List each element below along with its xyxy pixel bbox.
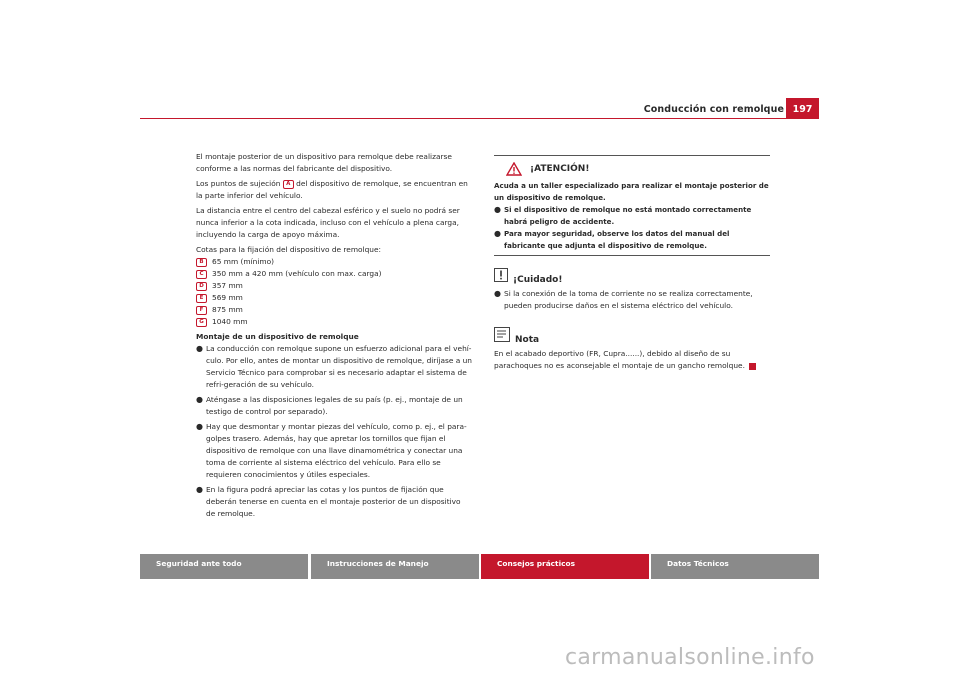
dimension-item	[196, 256, 472, 268]
bullet-text: Aténgase a las disposiciones legales de su país (p. ej., montaje de un testigo de control por separado).	[206, 395, 463, 416]
dimension-value: 1040 mm	[212, 317, 248, 326]
bullet-dot-icon: ●	[196, 422, 203, 431]
dimension-item	[196, 280, 472, 292]
dimension-value: 875 mm	[212, 305, 243, 314]
bullet-dot-icon: ●	[196, 395, 203, 404]
caution-icon	[494, 268, 508, 286]
dimension-value: 357 mm	[212, 281, 243, 290]
end-of-section-marker	[749, 363, 756, 370]
footer-tab-consejos[interactable]: Consejos prácticos	[481, 554, 649, 579]
bullet-dot-icon: ●	[196, 344, 203, 353]
warning-box	[494, 155, 770, 256]
footer-tab-instrucciones[interactable]: Instrucciones de Manejo	[311, 554, 479, 579]
bullet-dot-icon: ●	[494, 229, 501, 238]
note-heading	[494, 326, 770, 346]
dimension-item	[196, 292, 472, 304]
paragraph-distance: La distancia entre el centro del cabezal esférico y el suelo no podrá ser nunca inferior a la cota indicada, incluso con el vehículo a plena carga, incluyendo la carga de apoyo máxima.	[196, 206, 460, 239]
bullet-text: Si la conexión de la toma de corriente no se realiza correctamente, pueden producirse daños en el sistema eléctrico del vehículo.	[504, 289, 753, 310]
figure-ref-f: F	[196, 306, 207, 315]
warning-title: ¡ATENCIÓN!	[530, 164, 590, 174]
warning-bullet	[494, 204, 770, 228]
caution-bullet	[494, 288, 770, 312]
figure-ref-b: B	[196, 258, 207, 267]
caution-block	[494, 266, 770, 312]
figure-ref-d: D	[196, 282, 207, 291]
dimension-value: 569 mm	[212, 293, 243, 302]
bullet-text: Si el dispositivo de remolque no está montado correctamente habrá peligro de accidente.	[504, 205, 752, 226]
warning-heading	[494, 158, 770, 180]
warning-intro: Acuda a un taller especializado para realizar el montaje posterior de un dispositivo de remolque.	[494, 181, 769, 202]
bullet-text: En la figura podrá apreciar las cotas y los puntos de fijación que deberán tenerse en cuenta en el montaje posterior de un dispositivo de remolque.	[206, 485, 461, 518]
caution-title: ¡Cuidado!	[513, 275, 563, 285]
bullet-dot-icon: ●	[494, 205, 501, 214]
warning-bullet	[494, 228, 770, 252]
dimension-list	[196, 256, 472, 328]
watermark: carmanualsonline.info	[565, 645, 815, 670]
mounting-points-text-after: del dispositivo de remolque, se encuentran en la parte inferior del vehículo.	[196, 179, 468, 200]
dimension-item	[196, 304, 472, 316]
footer-tab-datos[interactable]: Datos Técnicos	[651, 554, 819, 579]
footer-tab-seguridad[interactable]: Seguridad ante todo	[140, 554, 308, 579]
bullet-dot-icon: ●	[196, 485, 203, 494]
note-text-wrap	[494, 348, 770, 372]
figure-ref-e: E	[196, 294, 207, 303]
note-text: En el acabado deportivo (FR, Cupra......), debido al diseño de su parachoques no es aconsejable el montaje de un gancho remolque.	[494, 349, 745, 370]
warning-triangle-icon	[506, 162, 522, 176]
mounting-points-text-before: Los puntos de sujeción	[196, 179, 281, 188]
left-column	[196, 151, 472, 523]
note-icon	[494, 327, 510, 346]
bullet-item	[196, 343, 472, 391]
page-number: 197	[786, 98, 819, 119]
dimension-value: 350 mm a 420 mm (vehículo con max. carga)	[212, 269, 382, 278]
subheading-mounting: Montaje de un dispositivo de remolque	[196, 332, 359, 341]
bullet-item	[196, 484, 472, 520]
paragraph-dimensions-intro: Cotas para la fijación del dispositivo de remolque:	[196, 245, 382, 254]
right-column	[494, 155, 770, 372]
figure-ref-c: C	[196, 270, 207, 279]
bullet-dot-icon: ●	[494, 289, 501, 298]
figure-ref-g: G	[196, 318, 207, 327]
bullet-text: Hay que desmontar y montar piezas del vehículo, como p. ej., el para-golpes trasero. Además, hay que apretar los tornillos que fijan el dispositivo de remolque con una llave dinamométrica y conectar una toma de corriente al sistema eléctrico del vehículo. Para ello se requieren conocimientos y útiles especiales.	[206, 422, 467, 479]
bullet-text: Para mayor seguridad, observe los datos del manual del fabricante que adjunta el dispositivo de remolque.	[504, 229, 730, 250]
caution-heading	[494, 266, 770, 286]
bullet-text: La conducción con remolque supone un esfuerzo adicional para el vehí-culo. Por ello, antes de montar un dispositivo de remolque, diríjase a un Servicio Técnico para comprobar si es necesario adaptar el sistema de refri-geración de su vehículo.	[206, 344, 472, 389]
dimension-item	[196, 268, 472, 280]
dimension-item	[196, 316, 472, 328]
figure-ref-a: A	[283, 180, 294, 189]
header-rule	[140, 118, 819, 119]
note-title: Nota	[515, 335, 540, 345]
note-block	[494, 326, 770, 372]
bullet-item	[196, 394, 472, 418]
paragraph-intro: El montaje posterior de un dispositivo para remolque debe realizarse conforme a las normas del fabricante del dispositivo.	[196, 152, 452, 173]
paragraph-mounting-points	[196, 178, 472, 202]
bullet-item	[196, 421, 472, 481]
warning-body	[494, 180, 770, 252]
dimension-value: 65 mm (mínimo)	[212, 257, 274, 266]
page-header-title: Conducción con remolque	[643, 104, 784, 115]
